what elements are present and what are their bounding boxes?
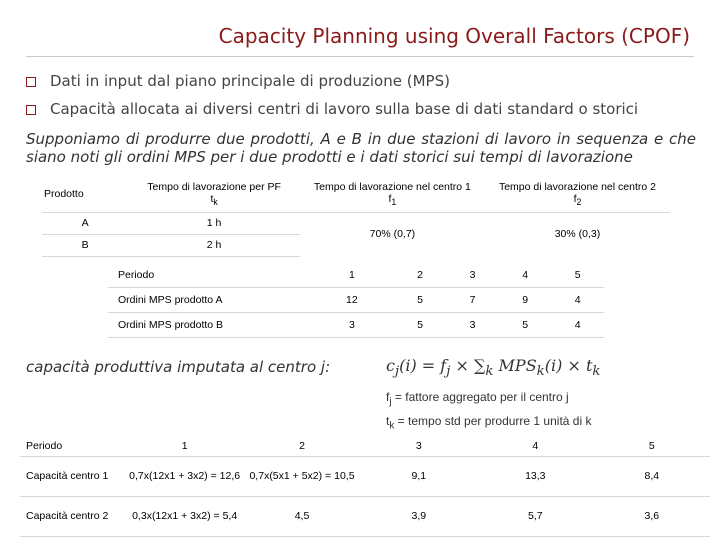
formula-sum-sub: k (485, 364, 494, 380)
header-prodotto: Prodotto (42, 176, 128, 212)
cell-period: 5 (551, 263, 604, 288)
table-row (20, 496, 710, 536)
bullet-square-icon (26, 77, 36, 87)
cell-period: 5 (594, 436, 710, 456)
table-row (108, 263, 604, 288)
cell-value: 12 (310, 288, 394, 313)
capacity-results-table (20, 436, 710, 537)
header-centro1 (300, 176, 485, 212)
cell-value: 5 (394, 288, 447, 313)
header-tempo-label: Tempo di lavorazione per PF (147, 180, 281, 193)
formula-f-sub: j (446, 364, 451, 380)
table-row (20, 456, 710, 496)
mps-orders-table (108, 263, 604, 338)
cell-prodotto: B (42, 234, 128, 256)
cell-value: 8,4 (594, 456, 710, 496)
processing-time-table (42, 176, 670, 257)
cell-tempo: 1 h (128, 212, 300, 234)
note-text: = fattore aggregato per il centro j (391, 390, 569, 404)
cell-label: Capacità centro 2 (20, 496, 126, 536)
formula-times: × (455, 356, 469, 375)
summation-icon: ∑ (473, 356, 486, 375)
header-centro2 (485, 176, 670, 212)
intro-paragraph: Supponiamo di produrre due prodotti, A e B in due stazioni di lavoro in sequenza e che siano noti gli ordini MPS per i due prodotti e i dati storici sui tempi di lavorazione (26, 130, 696, 166)
cell-value: 3 (310, 313, 394, 338)
capacity-label: capacità produttiva imputata al centro j: (26, 358, 331, 376)
note-symbol: t (386, 414, 390, 428)
cell-prodotto: A (42, 212, 128, 234)
table-row (42, 212, 670, 234)
cell-period: 2 (394, 263, 447, 288)
cell-value: 0,7x(12x1 + 3x2) = 12,6 (126, 456, 243, 496)
table-row (108, 288, 604, 313)
cell-value: 3,9 (361, 496, 477, 536)
header-centro2-subscript: 2 (576, 196, 582, 207)
cell-label: Periodo (108, 263, 310, 288)
cell-value: 13,3 (477, 456, 594, 496)
cell-value: 5 (499, 313, 552, 338)
formula-f: f (440, 356, 447, 375)
header-tempo (128, 176, 300, 212)
title-divider (26, 56, 694, 57)
formula-t: t (585, 356, 593, 375)
bullet-item-mps (26, 72, 450, 90)
cell-value: 0,7x(5x1 + 5x2) = 10,5 (243, 456, 360, 496)
note-fj (386, 390, 569, 407)
cell-centro1-value: 70% (0,7) (369, 228, 416, 241)
cell-period: 2 (243, 436, 360, 456)
cell-value: 5 (394, 313, 447, 338)
bullet-square-icon (26, 105, 36, 115)
cell-label: Capacità centro 1 (20, 456, 126, 496)
formula-t-sub: k (592, 364, 601, 380)
cell-value: 9 (499, 288, 552, 313)
formula-c-arg: (i) = (399, 356, 436, 375)
cell-centro2-value: 30% (0,3) (554, 228, 601, 241)
cell-period: 4 (499, 263, 552, 288)
cell-period: 1 (310, 263, 394, 288)
slide-title: Capacity Planning using Overall Factors (CPOF) (218, 24, 690, 48)
bullet-text: Dati in input dal piano principale di produzione (MPS) (50, 72, 450, 90)
cell-value: 7 (446, 288, 499, 313)
bullet-item-capacita (26, 100, 638, 118)
header-tempo-symbol: t (210, 192, 214, 205)
cell-value: 4 (551, 313, 604, 338)
header-centro1-subscript: 1 (391, 196, 397, 207)
cell-value: 0,3x(12x1 + 3x2) = 5,4 (126, 496, 243, 536)
cell-label: Ordini MPS prodotto B (108, 313, 310, 338)
note-symbol: f (386, 390, 390, 404)
header-centro1-label: Tempo di lavorazione nel centro 1 (313, 180, 471, 193)
cell-value: 3,6 (594, 496, 710, 536)
cell-period: 3 (446, 263, 499, 288)
cell-label: Ordini MPS prodotto A (108, 288, 310, 313)
formula-c-sub: j (394, 364, 400, 380)
formula-mps: MPS (498, 356, 537, 375)
note-text: = tempo std per produrre 1 unità di k (394, 414, 592, 428)
header-centro1-symbol: f (388, 192, 392, 205)
header-tempo-subscript: k (213, 196, 218, 207)
formula-mps-arg: (i) (544, 356, 563, 375)
cell-label: Periodo (20, 436, 126, 456)
formula-times2: × (567, 356, 581, 375)
cell-value: 4 (551, 288, 604, 313)
cell-period: 1 (126, 436, 243, 456)
formula-c: c (386, 356, 395, 375)
cell-period: 3 (361, 436, 477, 456)
table-row (108, 313, 604, 338)
capacity-formula (386, 356, 600, 379)
header-centro2-label: Tempo di lavorazione nel centro 2 (498, 180, 656, 193)
cell-value: 9,1 (361, 456, 477, 496)
formula-mps-sub: k (536, 364, 545, 380)
cell-value: 5,7 (477, 496, 594, 536)
cell-value: 3 (446, 313, 499, 338)
bullet-text: Capacità allocata ai diversi centri di lavoro sulla base di dati standard o storici (50, 100, 639, 118)
note-subscript: j (389, 396, 392, 408)
note-tk (386, 414, 591, 431)
cell-period: 4 (477, 436, 594, 456)
header-centro2-symbol: f (573, 192, 577, 205)
cell-value: 4,5 (243, 496, 360, 536)
note-subscript: k (389, 420, 395, 432)
cell-tempo: 2 h (128, 234, 300, 256)
table-row (20, 436, 710, 456)
